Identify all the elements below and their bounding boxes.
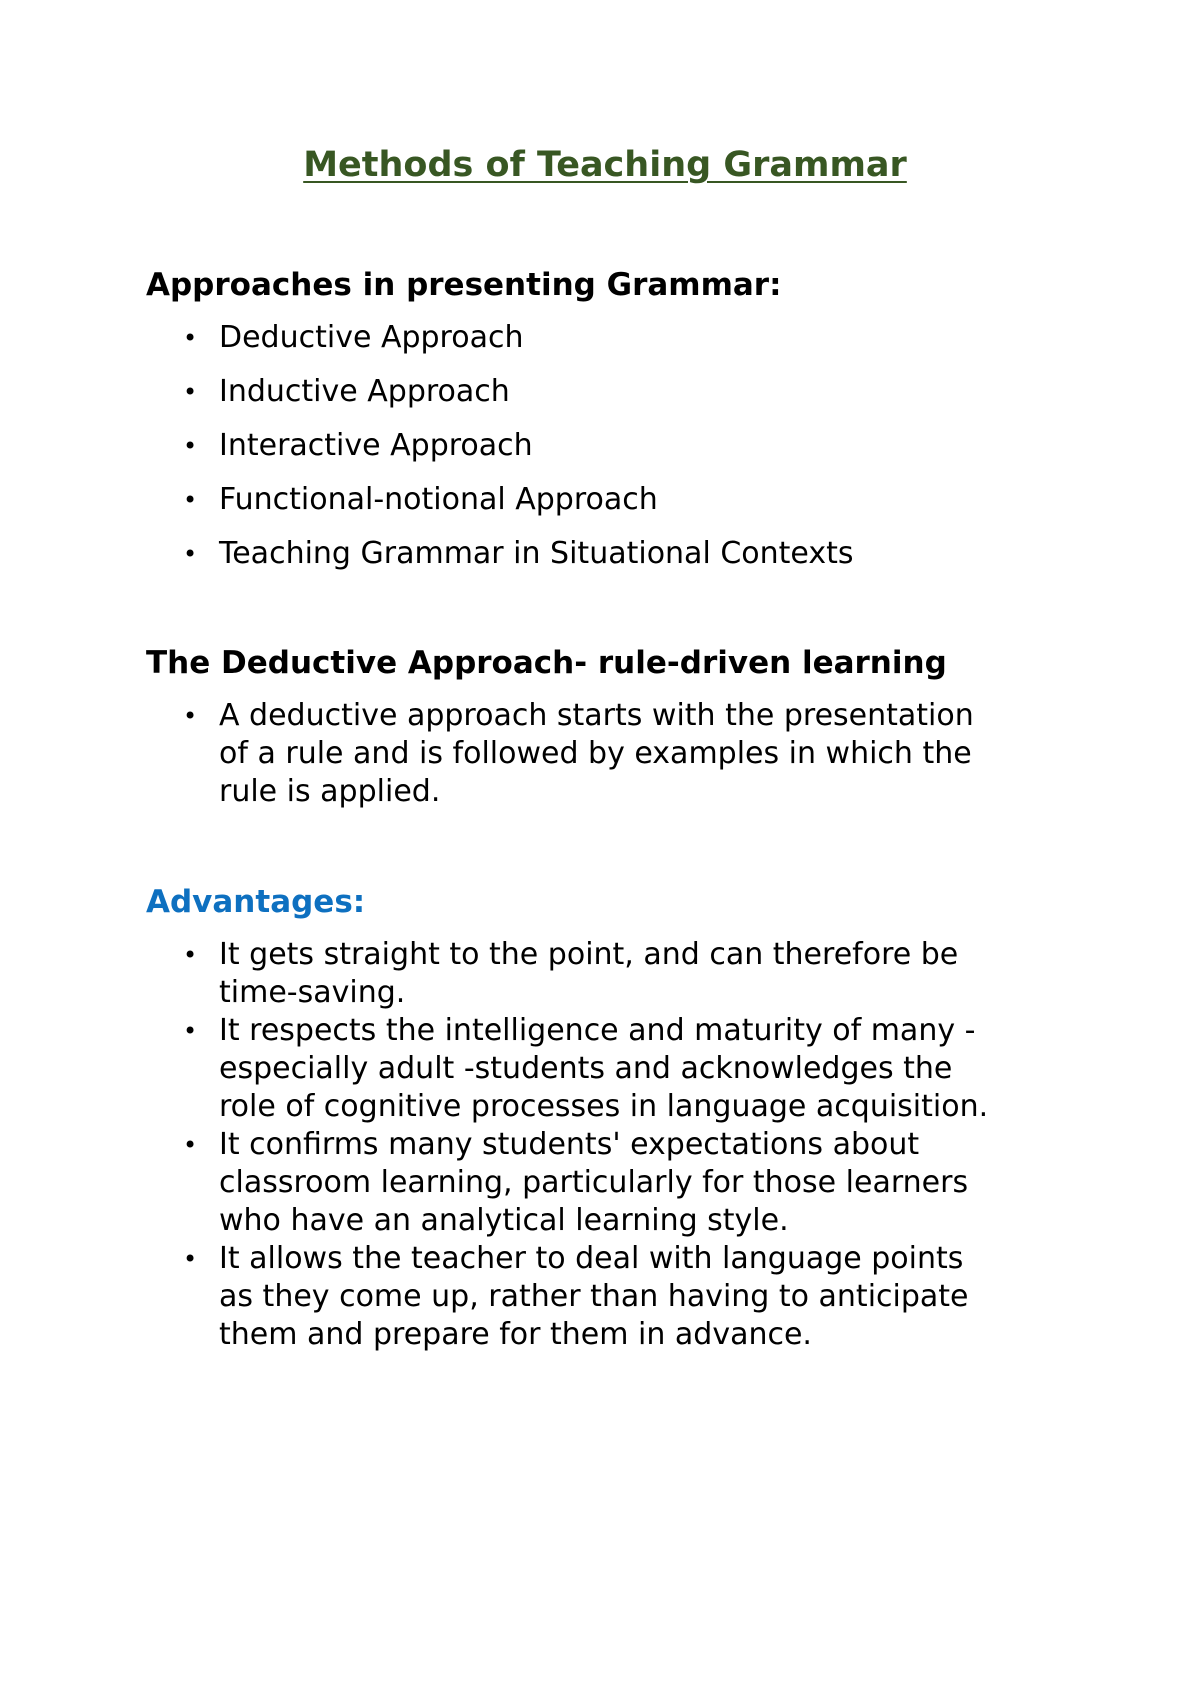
approach-item-label: Interactive Approach <box>219 428 533 463</box>
advantage-line: as they come up, rather than having to anticipate <box>219 1279 969 1314</box>
list-item <box>0 697 1100 811</box>
bullet-icon: • <box>183 324 198 352</box>
deductive-point-line: rule is applied. <box>219 774 441 809</box>
approach-item-label: Teaching Grammar in Situational Contexts <box>219 536 854 571</box>
bullet-icon: • <box>183 486 198 514</box>
bullet-icon: • <box>183 702 198 730</box>
approaches-heading: Approaches in presenting Grammar: <box>146 267 782 303</box>
list-item <box>0 373 1100 411</box>
advantage-line: role of cognitive processes in language acquisition. <box>219 1089 989 1124</box>
bullet-icon: • <box>183 540 198 568</box>
advantage-line: especially adult -students and acknowledges the <box>219 1051 953 1086</box>
advantages-list <box>0 936 1100 1354</box>
bullet-icon: • <box>183 1017 198 1045</box>
approaches-list <box>0 319 1100 589</box>
deductive-heading: The Deductive Approach- rule-driven learning <box>146 645 947 681</box>
advantage-line: It respects the intelligence and maturity of many - <box>219 1013 976 1048</box>
approach-item-label: Inductive Approach <box>219 374 510 409</box>
advantage-line: classroom learning, particularly for those learners <box>219 1165 969 1200</box>
approach-item-label: Deductive Approach <box>219 320 524 355</box>
advantage-line: It allows the teacher to deal with language points <box>219 1241 964 1276</box>
list-item <box>0 1126 1100 1240</box>
deductive-point-line: of a rule and is followed by examples in which the <box>219 736 972 771</box>
bullet-icon: • <box>183 378 198 406</box>
bullet-icon: • <box>183 1245 198 1273</box>
advantage-line: It confirms many students' expectations about <box>219 1127 920 1162</box>
list-item <box>0 936 1100 1012</box>
list-item <box>0 535 1100 573</box>
deductive-list <box>0 697 1100 811</box>
advantages-heading: Advantages: <box>146 884 366 920</box>
bullet-icon: • <box>183 1131 198 1159</box>
advantage-line: who have an analytical learning style. <box>219 1203 789 1238</box>
deductive-point-line: A deductive approach starts with the presentation <box>219 698 974 733</box>
list-item <box>0 1012 1100 1126</box>
advantage-line: time-saving. <box>219 975 406 1010</box>
document-title: Methods of Teaching Grammar <box>303 145 907 185</box>
bullet-icon: • <box>183 432 198 460</box>
approach-item-label: Functional-notional Approach <box>219 482 658 517</box>
advantage-line: It gets straight to the point, and can therefore be <box>219 937 959 972</box>
advantage-line: them and prepare for them in advance. <box>219 1317 812 1352</box>
list-item <box>0 427 1100 465</box>
bullet-icon: • <box>183 941 198 969</box>
list-item <box>0 319 1100 357</box>
list-item <box>0 1240 1100 1354</box>
list-item <box>0 481 1100 519</box>
